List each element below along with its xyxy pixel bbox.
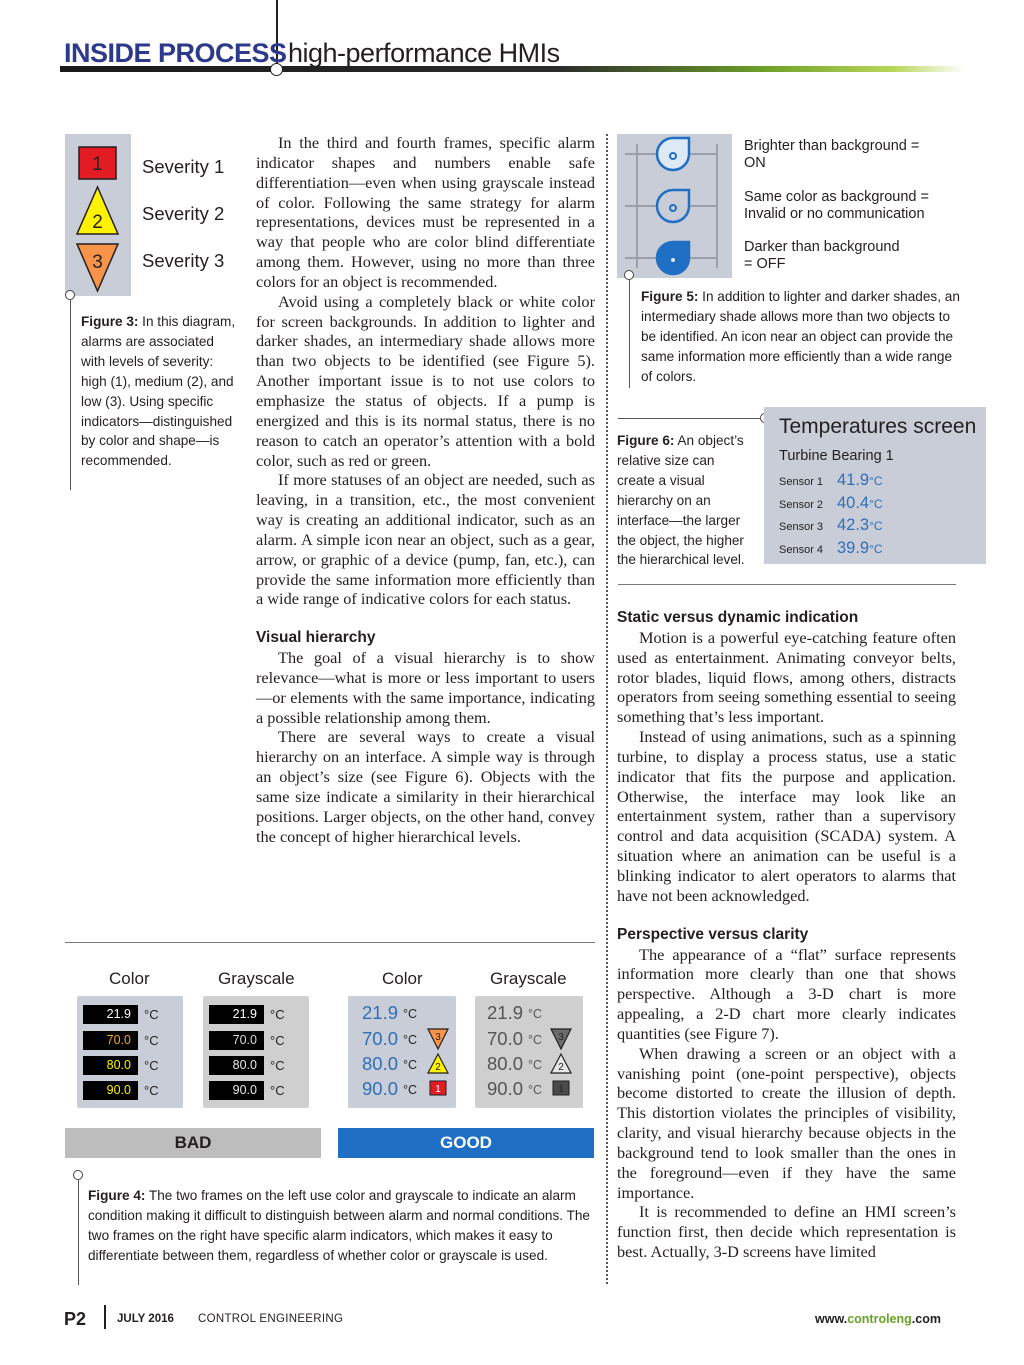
figure5-caption-title: Figure 5: bbox=[641, 289, 699, 304]
body-paragraph: In the third and fourth frames, specific alarm indicator shapes and numbers enable safe differentiation—even when using grayscale instead of color. Following the same strategy for alarm representations, devices must be represented in a way that people who are color blind differentiate among them. However, using no more than three colors for an object is recommended. bbox=[256, 133, 595, 291]
sensor-3-label: Sensor 3 bbox=[779, 521, 824, 533]
value-display: 21.9 bbox=[209, 1005, 264, 1024]
body-paragraph: When drawing a screen or an object with a vanishing point (one-point perspective), objects become distorted to create the illusion of depth. This distortion violates the principles of visibility, clarity, and visual hierarchy because objects in the background tend to look smaller than the ones in the foreground—even if they have the same importance. bbox=[617, 1043, 956, 1202]
figure6-screen-subtitle: Turbine Bearing 1 bbox=[779, 448, 894, 464]
body-paragraph: Motion is a powerful eye-catching feature often used as entertainment. Animating conveyor belts, rotor blades, liquid flows, among others, distracts operators from seeing something essential to seeing something that’s less important. bbox=[617, 627, 956, 727]
value-unit: °C bbox=[403, 1083, 418, 1097]
figure4-gray-indicators bbox=[549, 1026, 573, 1106]
value-display: 70.0 bbox=[209, 1031, 264, 1050]
sensor-1-label: Sensor 1 bbox=[779, 476, 824, 488]
sensor-1-reading bbox=[837, 471, 883, 490]
right-column-text bbox=[617, 591, 956, 1262]
figure3-caption-title: Figure 3: bbox=[81, 314, 139, 329]
pump-invalid-icon bbox=[657, 190, 689, 222]
middle-column-text bbox=[256, 133, 595, 847]
value-unit: °C bbox=[528, 1058, 543, 1072]
value-display: 21.9 bbox=[487, 1002, 524, 1023]
value-display: 70.0 bbox=[362, 1028, 399, 1049]
figure3-caption-text: In this diagram, alarms are associated with levels of severity: high (1), medium (2), and low (3). Using specific indicators—distinguished by color and shape—is recommended. bbox=[81, 314, 236, 469]
sensor-unit: °C bbox=[869, 519, 883, 533]
figure5-caption bbox=[641, 287, 961, 387]
alarm-2-number: 2 bbox=[558, 1062, 564, 1073]
value-display: 90.0 bbox=[83, 1081, 138, 1100]
body-paragraph: Instead of using animations, such as a spinning turbine, to display a process status, use a static indicator that fits the purpose and application. Otherwise, the interface may look like an entertainment system, rather than a supervisory control and data acquisition (SCADA) system. A situation where an animation can be useful is a blinking indicator to alert operators to alarms that have not been acknowledged. bbox=[617, 727, 956, 905]
figure4-title-color-bad: Color bbox=[109, 969, 150, 988]
severity-1-number: 1 bbox=[92, 154, 103, 175]
sensor-4-label: Sensor 4 bbox=[779, 544, 824, 556]
figure3-severity-icons bbox=[65, 134, 131, 296]
value-display: 90.0 bbox=[362, 1078, 399, 1099]
figure4-caption-text: The two frames on the left use color and grayscale to indicate an alarm condition making it difficult to distinguish between alarm and normal conditions. The two frames on the right have specific alarm indicators, which makes it easy to differentiate between them, regardless of whether color or grayscale is used. bbox=[88, 1188, 590, 1263]
figure3-caption-pin bbox=[65, 290, 75, 300]
severity-1-label: Severity 1 bbox=[142, 156, 225, 177]
figure4-title-gray-good: Grayscale bbox=[490, 969, 567, 988]
figure5-caption-text: In addition to lighter and darker shades, an intermediary shade allows more than two objects to be identified. An icon near an object can provide the same information more efficiently than a wide range of colors. bbox=[641, 289, 960, 384]
pump-on-icon bbox=[657, 138, 689, 170]
sensor-3-value: 42.3 bbox=[837, 516, 870, 534]
figure6-bottom-rule bbox=[618, 584, 956, 585]
body-paragraph: There are several ways to create a visual hierarchy on an interface. A simple way is through an object’s size (see Figure 6). Objects with the same size indicate a similarity in their hierarchical positions. Larger objects, on the other hand, convey the concept of higher hierarchical levels. bbox=[256, 727, 595, 846]
value-unit: °C bbox=[403, 1058, 418, 1072]
alarm-3-number: 3 bbox=[435, 1032, 441, 1043]
section-title: INSIDE PROCESS bbox=[64, 38, 287, 68]
alarm-3-number: 3 bbox=[558, 1032, 564, 1043]
body-paragraph: It is recommended to define an HMI screen’s function first, then decide which representation is best. Actually, 3-D screens have limited bbox=[617, 1202, 956, 1262]
value-display: 90.0 bbox=[209, 1081, 264, 1100]
figure4-top-rule bbox=[65, 942, 595, 943]
value-unit: °C bbox=[144, 1007, 159, 1022]
figure4-panel-color-good bbox=[348, 996, 456, 1108]
figure4-title-color-good: Color bbox=[382, 969, 423, 988]
sensor-2-value: 40.4 bbox=[837, 494, 870, 512]
figure4-panel-color-bad bbox=[77, 996, 183, 1108]
figure5-label-off: Darker than background = OFF bbox=[744, 239, 900, 272]
figure4-bad-bar: BAD bbox=[65, 1128, 321, 1158]
figure5-caption-rule bbox=[629, 280, 630, 388]
pump-off-icon bbox=[657, 242, 689, 274]
url-brand: controleng bbox=[847, 1312, 912, 1326]
page-number: P2 bbox=[64, 1309, 87, 1329]
sensor-2-reading bbox=[837, 494, 883, 513]
website-link[interactable] bbox=[815, 1312, 941, 1326]
footer-separator bbox=[104, 1305, 106, 1329]
sensor-2-label: Sensor 2 bbox=[779, 499, 824, 511]
figure4-caption-pin bbox=[73, 1170, 83, 1180]
sensor-unit: °C bbox=[869, 497, 883, 511]
figure6-caption-text: An object’s relative size can create a visual hierarchy on an interface—the larger the object, the higher the hierarchical level. bbox=[617, 433, 745, 568]
sensor-4-reading bbox=[837, 539, 883, 558]
subhead-static-dynamic: Static versus dynamic indication bbox=[617, 609, 859, 626]
figure4-caption-rule bbox=[78, 1180, 79, 1285]
severity-2-label: Severity 2 bbox=[142, 203, 225, 224]
value-unit: °C bbox=[144, 1058, 159, 1073]
sensor-4-value: 39.9 bbox=[837, 539, 870, 557]
sensor-unit: °C bbox=[869, 542, 883, 556]
column-divider bbox=[606, 134, 608, 1284]
sensor-3-reading bbox=[837, 516, 883, 535]
figure5-label-invalid: Same color as background = Invalid or no communication bbox=[744, 189, 929, 222]
value-display: 80.0 bbox=[487, 1053, 524, 1074]
value-display: 80.0 bbox=[83, 1056, 138, 1075]
value-unit: °C bbox=[270, 1058, 285, 1073]
sensor-unit: °C bbox=[869, 474, 883, 488]
figure4-good-bar: GOOD bbox=[338, 1128, 594, 1158]
figure3-caption-rule bbox=[70, 300, 71, 490]
url-suffix: .com bbox=[911, 1312, 941, 1326]
figure6-caption-title: Figure 6: bbox=[617, 433, 675, 448]
figure5-caption-pin bbox=[624, 270, 634, 280]
body-paragraph: If more statuses of an object are needed, such as leaving, in a transition, etc., the most convenient way is creating an additional indicator, such as an alarm. A simple icon near an object, such as a gear, arrow, or graphic of a device (pump, fan, etc.), can provide the same information more efficiently than a wide range of indicative colors for each status. bbox=[256, 470, 595, 609]
value-unit: °C bbox=[403, 1007, 418, 1021]
alarm-1-number: 1 bbox=[558, 1084, 564, 1095]
figure6-caption bbox=[617, 431, 755, 570]
subhead-perspective-clarity: Perspective versus clarity bbox=[617, 925, 809, 943]
section-topic: high-performance HMIs bbox=[288, 38, 560, 68]
figure3-icon-panel bbox=[65, 134, 131, 296]
value-unit: °C bbox=[528, 1007, 543, 1021]
severity-3-number: 3 bbox=[92, 252, 103, 273]
issue-date: JULY 2016 bbox=[117, 1313, 174, 1325]
figure5-pump-icons bbox=[617, 134, 732, 278]
value-display: 90.0 bbox=[487, 1078, 524, 1099]
value-unit: °C bbox=[403, 1033, 418, 1047]
url-prefix: www. bbox=[815, 1312, 848, 1326]
body-paragraph: The goal of a visual hierarchy is to show relevance—what is more or less important to users—or elements with the same importance, indicating a possible relationship among them. bbox=[256, 648, 595, 727]
value-display: 80.0 bbox=[362, 1053, 399, 1074]
figure4-title-gray-bad: Grayscale bbox=[218, 969, 295, 988]
alarm-2-number: 2 bbox=[435, 1062, 441, 1073]
value-unit: °C bbox=[270, 1007, 285, 1022]
value-unit: °C bbox=[528, 1033, 543, 1047]
figure4-color-indicators bbox=[426, 1026, 450, 1106]
figure3-caption bbox=[81, 312, 239, 471]
figure4-caption-title: Figure 4: bbox=[88, 1188, 146, 1203]
figure5-label-on: Brighter than background = ON bbox=[744, 138, 920, 171]
value-display: 21.9 bbox=[362, 1002, 399, 1023]
value-unit: °C bbox=[270, 1033, 285, 1048]
figure4-caption bbox=[88, 1186, 598, 1266]
value-unit: °C bbox=[144, 1033, 159, 1048]
value-unit: °C bbox=[270, 1083, 285, 1098]
figure6-caption-rule bbox=[618, 418, 760, 419]
severity-3-label: Severity 3 bbox=[142, 250, 225, 271]
value-display: 80.0 bbox=[209, 1056, 264, 1075]
value-display: 70.0 bbox=[487, 1028, 524, 1049]
body-paragraph: The appearance of a “flat” surface represents information more clearly than one that shows perspective. Although a 3-D chart is more appealing, a 2-D chart more clearly indicates quantities (see Figure 7). bbox=[617, 944, 956, 1043]
value-display: 70.0 bbox=[83, 1031, 138, 1050]
figure4-panel-gray-good bbox=[475, 996, 583, 1108]
value-display: 21.9 bbox=[83, 1005, 138, 1024]
figure6-screen-title: Temperatures screen bbox=[779, 415, 977, 438]
sensor-1-value: 41.9 bbox=[837, 471, 870, 489]
figure5-icon-panel bbox=[617, 134, 732, 278]
severity-2-number: 2 bbox=[92, 212, 103, 233]
alarm-1-number: 1 bbox=[435, 1084, 441, 1095]
body-paragraph: Avoid using a completely black or white color for screen backgrounds. In addition to lighter and darker shades, an intermediary shade allows more than two objects to be identified (see Figure 5). Another important issue is to not use colors to emphasize the status of objects. If a pump is energized and this is its normal status, there is no reason to catch an operator’s attention with a bold color, such as red or green. bbox=[256, 291, 595, 470]
magazine-name: CONTROL ENGINEERING bbox=[198, 1313, 344, 1325]
value-unit: °C bbox=[528, 1083, 543, 1097]
figure4-panel-gray-bad bbox=[203, 996, 309, 1108]
value-unit: °C bbox=[144, 1083, 159, 1098]
subhead-visual-hierarchy: Visual hierarchy bbox=[256, 629, 376, 647]
